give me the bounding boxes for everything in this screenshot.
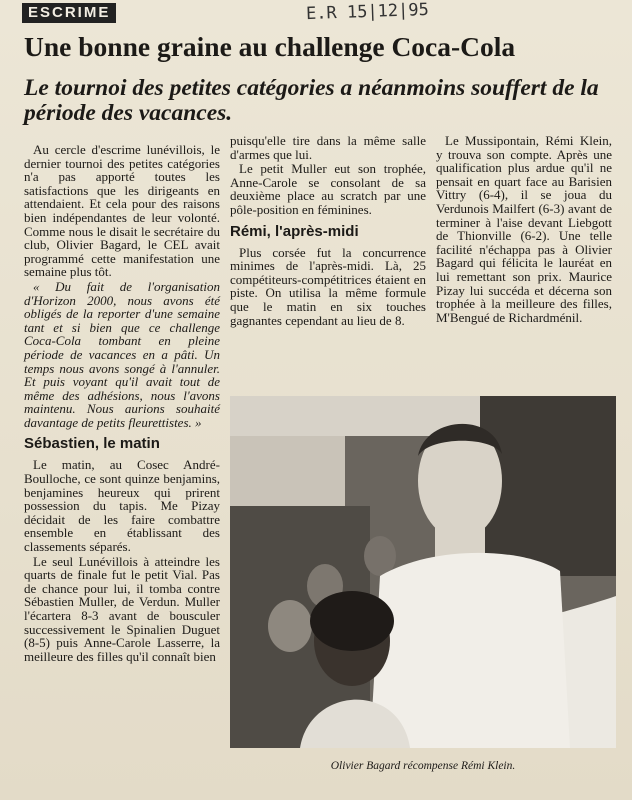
paragraph: Plus corsée fut la concurrence minimes de l'après-midi. Là, 25 compétiteurs-compétitrices étaient en piste. On utilisa la même formule que le matin en six touches gagnantes cependant au lieu de 8. bbox=[230, 244, 426, 328]
paragraph: Le matin, au Cosec André-Boulloche, ce sont quinze benjamins, benjamines heureux qui prirent possession du tapis. Me Pizay décidait de les faire combattre ensemble en établissant des classements séparés. bbox=[24, 457, 220, 555]
article-column-1 bbox=[24, 143, 220, 664]
photo-caption: Olivier Bagard récompense Rémi Klein. bbox=[330, 760, 516, 772]
quote-paragraph: « Du fait de l'organisation d'Horizon 2000, nous avons été obligés de la reporter d'une semaine tant et si bien que ce challenge Coca-Cola tombant en pleine période de vacances en a pâti. Un temps nous avons songé à l'annuler. Et puis voyant qu'il avait tout de même des adhésions, nous l'avons maintenu. Nous aurions souhaité davantage de petits fleurettistes. » bbox=[24, 278, 220, 430]
photo-illustration bbox=[230, 396, 616, 748]
section-kicker: ESCRIME bbox=[22, 3, 116, 23]
paragraph: puisqu'elle tire dans la même salle d'armes que lui. bbox=[230, 133, 426, 162]
article-column-3 bbox=[436, 134, 612, 325]
headline: Une bonne graine au challenge Coca-Cola bbox=[24, 31, 516, 62]
section-heading-morning: Sébastien, le matin bbox=[24, 435, 160, 453]
award-photo bbox=[230, 396, 616, 748]
subheadline: Le tournoi des petites catégories a néanmoins souffert de la période des vacances. bbox=[24, 75, 599, 126]
section-heading-afternoon: Rémi, l'après-midi bbox=[230, 222, 359, 240]
paragraph: Au cercle d'escrime lunévillois, le dernier tournoi des petites catégories n'a pas apporté toutes les satisfactions que les dirigeants en attendaient. Et cela pour des raisons bien indépendantes de leur volonté. Comme nous le disait le secrétaire du club, Olivier Bagard, le CEL avait programmé cette manifestation une semaine plus tôt. bbox=[24, 142, 220, 280]
article-column-2 bbox=[230, 134, 426, 328]
paragraph: Le petit Muller eut son trophée, Anne-Carole se consolant de sa deuxième place au scratch par une pôle-position en féminines. bbox=[230, 161, 426, 217]
paragraph: Le seul Lunévillois à atteindre les quarts de finale fut le petit Vial. Pas de chance pour lui, il tomba contre Sébastien Muller, de Verdun. Muller l'écartera 8-3 avant de bousculer successivement le Spinalien Duguet (8-5) puis Anne-Carole Lasserre, la meilleure des filles qu'il connaît bien bbox=[24, 553, 220, 664]
paragraph: Le Mussipontain, Rémi Klein, y trouva son compte. Après une qualification plus ardue qu'il ne pensait en quart face au Barisien Vittry (6-4), il se joua du Verdunois Mailfert (6-3) avant de terminer à l'aise devant Liebgott de Thionville (6-2). Une telle facilité n'échappa pas à Olivier Bagard qui félicita le lauréat en lui remettant son prix. Maurice Pizay lui succéda et décerna son trophée à la meilleure des filles, M'Bengué de Richardménil. bbox=[436, 133, 612, 325]
handwritten-date-note: E.R 15|12|95 bbox=[305, 0, 430, 25]
